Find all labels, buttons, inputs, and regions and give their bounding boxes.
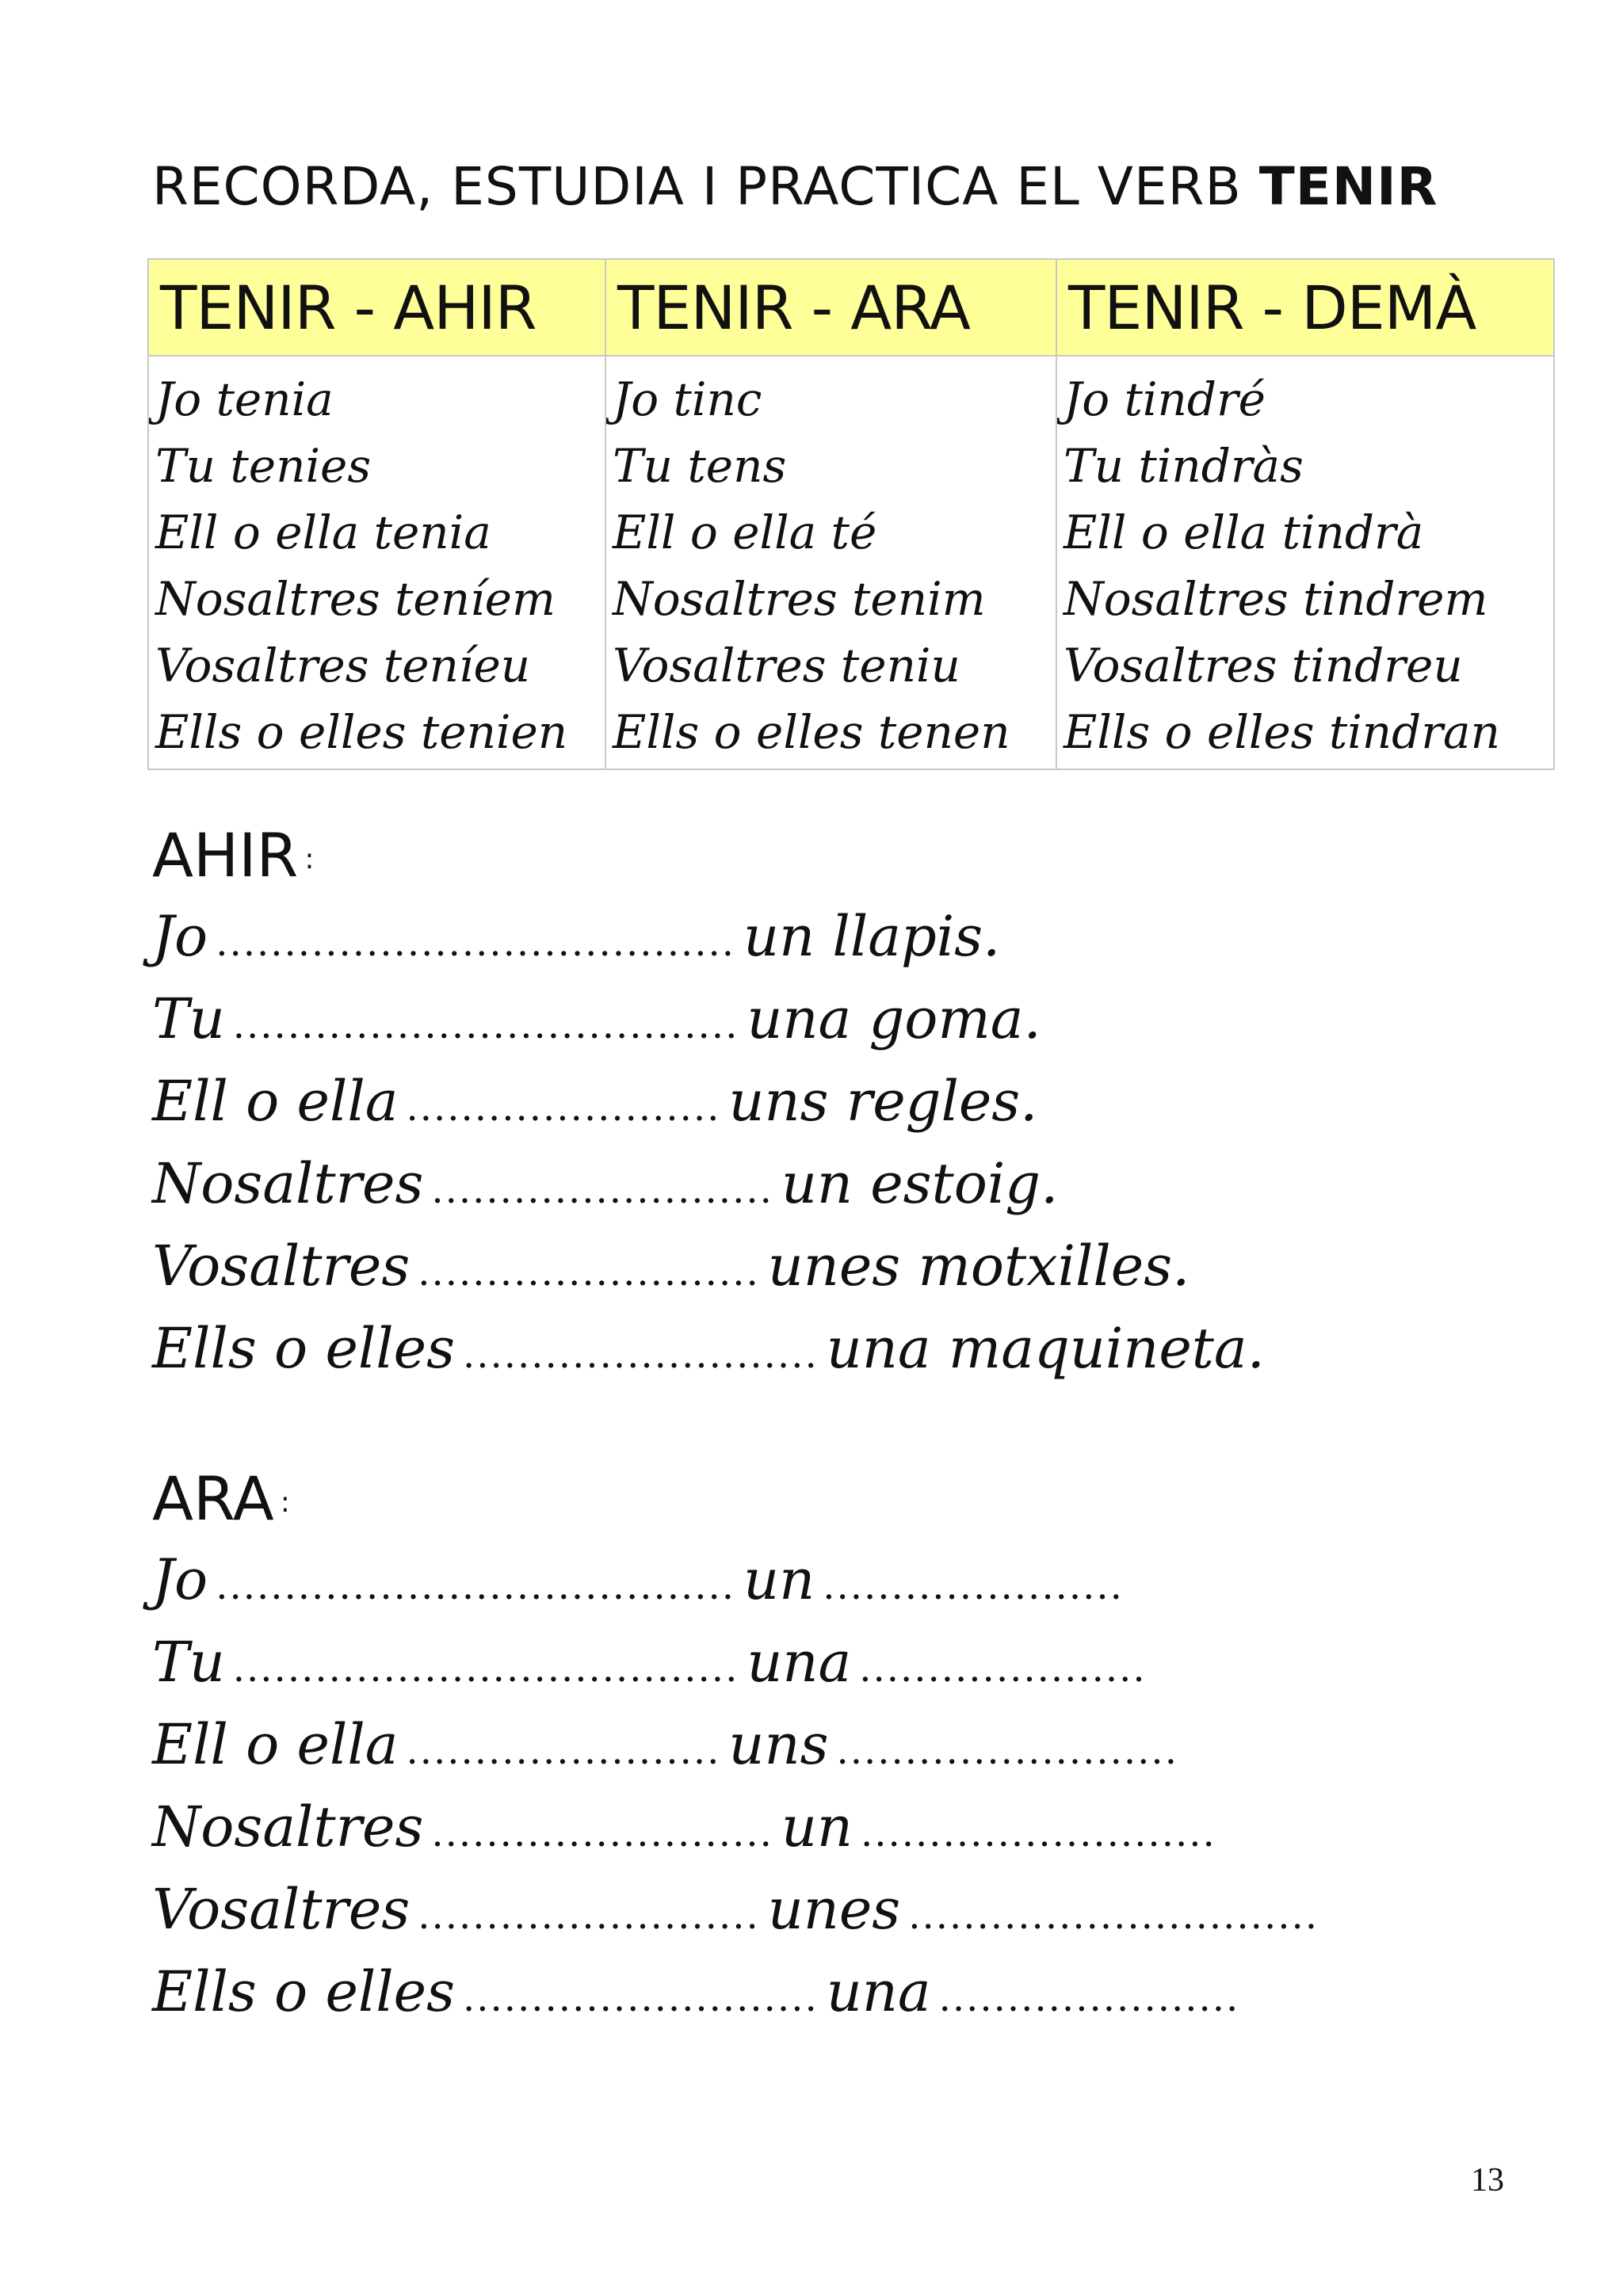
conjugation-line: Ells o elles tenen [613,705,1010,759]
row-object: una goma. [747,986,1041,1051]
row-object: un [743,1547,815,1612]
conjugation-line: Jo tenia [155,372,334,426]
exercise-row [152,1951,1327,2033]
section-ara [152,1459,1327,2033]
row-object: uns [728,1712,829,1777]
column-ahir [148,356,605,769]
exercise-row [152,1225,1265,1307]
fill-in-blank-object[interactable]: .............................. [908,1894,1319,1938]
title-text: RECORDA, ESTUDIA I PRACTICA EL VERB [152,156,1259,217]
exercise-row [152,1621,1327,1703]
row-object: unes [767,1877,901,1942]
conjugation-line: Vosaltres teníeu [155,639,531,692]
row-subject: Jo [152,904,208,969]
conjugation-line: Nosaltres tenim [613,572,986,626]
row-subject: Ells o elles [152,1316,455,1381]
row-subject: Ell o ella [152,1712,399,1777]
row-object: un estoig. [781,1151,1059,1216]
row-subject: Ells o elles [152,1959,455,2024]
fill-in-blank-object[interactable]: ...................... [938,1976,1240,2020]
fill-in-blank-object[interactable]: ...................... [823,1564,1124,1608]
row-subject: Nosaltres [152,1151,424,1216]
exercise-row [152,1868,1327,1951]
section-ahir [152,816,1265,1390]
column-dema [1056,356,1554,769]
fill-in-blank[interactable]: ...................................... [216,1564,736,1608]
conjugation-line: Jo tinc [613,372,762,426]
fill-in-blank[interactable]: ......................... [431,1168,773,1212]
fill-in-blank-object[interactable]: .......................... [861,1811,1216,1855]
conjugation-line: Ell o ella tenia [155,505,491,559]
fill-in-blank[interactable]: ....................... [406,1729,721,1773]
exercise-row [152,1307,1265,1390]
conjugation-line: Ells o elles tindran [1064,705,1500,759]
row-subject: Ell o ella [152,1069,399,1134]
conjugation-line: Tu tens [613,439,787,493]
conjugation-line: Vosaltres teniu [613,639,960,692]
conjugation-table [147,258,1555,770]
section-heading [152,816,1265,895]
page-title [152,155,1438,219]
fill-in-blank[interactable]: ..................................... [232,1646,739,1691]
section-heading [152,1459,1327,1539]
fill-in-blank[interactable]: ......................... [418,1250,760,1295]
conjugation-line: Ell o ella té [613,505,877,559]
header-ara: TENIR - ARA [605,259,1056,356]
row-object: unes motxilles. [767,1234,1190,1299]
fill-in-blank[interactable]: ....................... [406,1085,721,1130]
conjugation-line: Tu tenies [155,439,372,493]
exercise-row [152,1142,1265,1225]
table-body-row [148,356,1554,769]
fill-in-blank-object[interactable]: ..................... [859,1646,1147,1691]
row-subject: Jo [152,1547,208,1612]
conjugation-line: Jo tindré [1064,372,1266,426]
row-object: un [781,1794,854,1859]
exercise-row [152,895,1265,978]
row-subject: Tu [152,1630,225,1695]
row-object: una [747,1630,852,1695]
exercise-row [152,1786,1327,1868]
fill-in-blank[interactable]: ......................... [418,1894,760,1938]
section-heading-colon: : [280,1486,290,1519]
row-object: una maquineta. [826,1316,1265,1381]
table-header-row [148,259,1554,356]
title-verb: TENIR [1258,156,1438,217]
row-subject: Nosaltres [152,1794,424,1859]
conjugation-line: Nosaltres teníem [155,572,556,626]
row-subject: Vosaltres [152,1234,411,1299]
row-object: uns regles. [728,1069,1038,1134]
conjugation-line: Ell o ella tindrà [1064,505,1424,559]
exercise-row [152,978,1265,1060]
row-subject: Vosaltres [152,1877,411,1942]
exercise-row [152,1703,1327,1786]
fill-in-blank[interactable]: ......................... [431,1811,773,1855]
row-object: un llapis. [743,904,1001,969]
row-object: una [826,1959,931,2024]
fill-in-blank[interactable]: .......................... [463,1976,819,2020]
fill-in-blank[interactable]: .......................... [463,1333,819,1377]
fill-in-blank[interactable]: ..................................... [232,1003,739,1047]
conjugation-line: Vosaltres tindreu [1064,639,1463,692]
fill-in-blank-object[interactable]: ......................... [836,1729,1178,1773]
column-ara [605,356,1056,769]
fill-in-blank[interactable]: ...................................... [216,921,736,965]
page-number: 13 [1471,2162,1504,2199]
exercise-row [152,1060,1265,1142]
conjugation-line: Nosaltres tindrem [1064,572,1488,626]
conjugation-line: Ells o elles tenien [155,705,568,759]
header-ahir: TENIR - AHIR [148,259,605,356]
section-heading-label: ARA [152,1463,274,1534]
row-subject: Tu [152,986,225,1051]
exercise-row [152,1539,1327,1621]
header-dema: TENIR - DEMÀ [1056,259,1554,356]
section-heading-colon: : [304,843,315,875]
conjugation-line: Tu tindràs [1064,439,1304,493]
section-heading-label: AHIR [152,820,299,891]
